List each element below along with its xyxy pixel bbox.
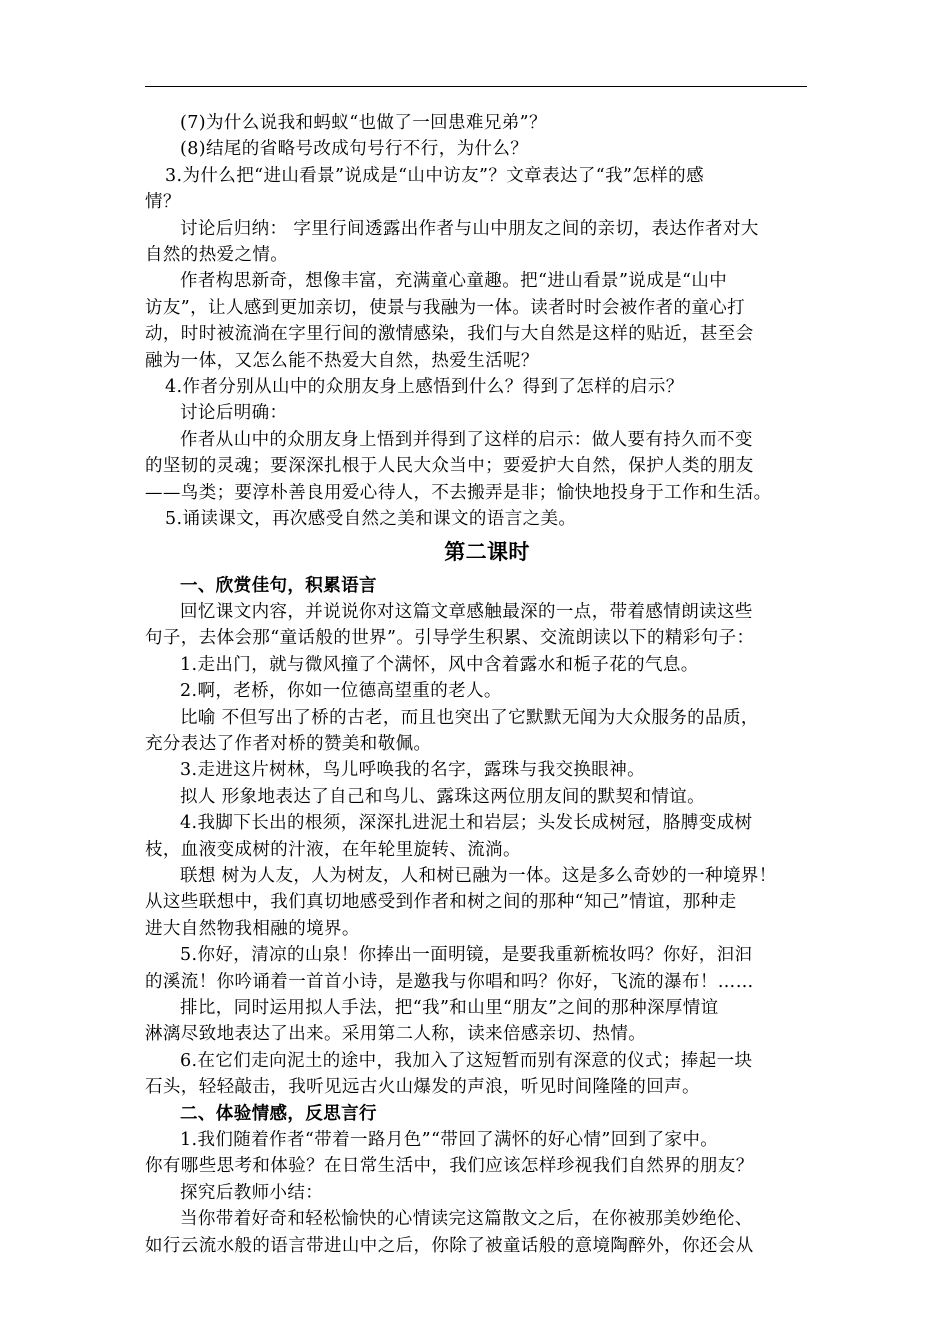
text-line: 进大自然物我相融的境界。	[145, 918, 360, 939]
text-line: 探究后教师小结：	[180, 1182, 324, 1203]
text-line: 作者从山中的众朋友身上悟到并得到了这样的启示：做人要有持久而不变	[180, 429, 753, 450]
header-rule	[145, 86, 807, 87]
section-title: 第二课时	[444, 538, 530, 564]
text-line: (8)结尾的省略号改成句号行不行，为什么？	[180, 139, 529, 160]
text-line: 2.啊，老桥，你如一位德高望重的老人。	[180, 681, 502, 702]
text-line: 拟人 形象地表达了自己和鸟儿、露珠这两位朋友间的默契和情谊。	[180, 786, 706, 807]
text-line: 枝，血液变成树的汁液，在年轮里旋转、流淌。	[145, 839, 521, 860]
text-line: 动，时时被流淌在字里行间的激情感染，我们与大自然是这样的贴近，甚至会	[145, 324, 754, 345]
text-line: 石头，轻轻敲击，我听见远古火山爆发的声浪，听见时间隆隆的回声。	[145, 1077, 700, 1098]
text-line: 自然的热爱之情。	[145, 245, 289, 266]
text-line: 4.我脚下长出的根须，深深扎进泥土和岩层；头发长成树冠，胳膊变成树	[180, 813, 753, 834]
text-line: 句子，去体会那“童话般的世界”。引导学生积累、交流朗读以下的精彩句子：	[145, 628, 755, 649]
text-line: (7)为什么说我和蚂蚁“也做了一回患难兄弟”？	[180, 113, 547, 133]
text-line: 6.在它们走向泥土的途中，我加入了这短暂而别有深意的仪式；捧起一块	[180, 1050, 753, 1071]
document-body	[145, 110, 815, 1259]
text-line: 你有哪些思考和体验？在日常生活中，我们应该怎样珍视我们自然界的朋友？	[145, 1156, 754, 1177]
text-line: 回忆课文内容，并说说你对这篇文章感触最深的一点，带着感情朗读这些	[180, 601, 753, 622]
text-line: 1.走出门，就与微风撞了个满怀，风中含着露水和栀子花的气息。	[180, 654, 699, 675]
text-line: 作者构思新奇，想像丰富，充满童心童趣。把“进山看景”说成是“山中	[180, 271, 728, 292]
text-line: 的溪流！你吟诵着一首首小诗，是邀我与你唱和吗？你好，飞流的瀑布！……	[145, 971, 754, 992]
text-line: 4.作者分别从山中的众朋友身上感悟到什么？得到了怎样的启示？	[165, 377, 684, 398]
text-line: 从这些联想中，我们真切地感受到作者和树之间的那种“知己”情谊，那种走	[145, 892, 737, 913]
text-line: 排比，同时运用拟人手法，把“我”和山里“朋友”之间的那种深厚情谊	[180, 998, 719, 1018]
text-line: 当你带着好奇和轻松愉快的心情读完这篇散文之后，在你被那美妙绝伦、	[180, 1209, 753, 1230]
text-line: 1.我们随着作者“带着一路月色”“带回了满怀的好心情”回到了家中。	[180, 1130, 719, 1151]
text-line: 访友”，让人感到更加亲切，使景与我融为一体。读者时时会被作者的童心打	[145, 297, 746, 318]
text-line: 讨论后归纳： 字里行间透露出作者与山中朋友之间的亲切，表达作者对大	[180, 218, 759, 239]
text-line: 3.走进这片树林，鸟儿呼唤我的名字，露珠与我交换眼神。	[180, 760, 645, 781]
section-heading: 一、欣赏佳句，积累语言	[180, 575, 377, 596]
text-line: 联想 树为人友，人为树友，人和树已融为一体。这是多么奇妙的一种境界！	[180, 865, 777, 886]
text-line: 充分表达了作者对桥的赞美和敬佩。	[145, 733, 432, 754]
text-line: 3.为什么把“进山看景”说成是“山中访友”？文章表达了“我”怎样的感	[165, 165, 704, 186]
text-line: 5.你好，清凉的山泉！你捧出一面明镜，是要我重新梳妆吗？你好，汩汩	[180, 945, 753, 966]
text-line: 讨论后明确：	[180, 403, 288, 424]
text-line: ——鸟类；要淳朴善良用爱心待人，不去搬弄是非；愉快地投身于工作和生活。	[145, 482, 772, 503]
section-heading: 二、体验情感，反思言行	[180, 1103, 377, 1124]
text-line: 5.诵读课文，再次感受自然之美和课文的语言之美。	[165, 509, 577, 530]
text-line: 融为一体，又怎么能不热爱大自然，热爱生活呢？	[145, 350, 539, 371]
text-line: 淋漓尽致地表达了出来。采用第二人称，读来倍感亲切、热情。	[145, 1024, 647, 1045]
text-line: 情？	[145, 192, 181, 213]
text-line: 如行云流水般的语言带进山中之后，你除了被童话般的意境陶醉外，你还会从	[145, 1235, 754, 1256]
text-line: 的坚韧的灵魂；要深深扎根于人民大众当中；要爱护大自然，保护人类的朋友	[145, 456, 754, 477]
text-line: 比喻 不但写出了桥的古老，而且也突出了它默默无闻为大众服务的品质，	[180, 707, 759, 728]
